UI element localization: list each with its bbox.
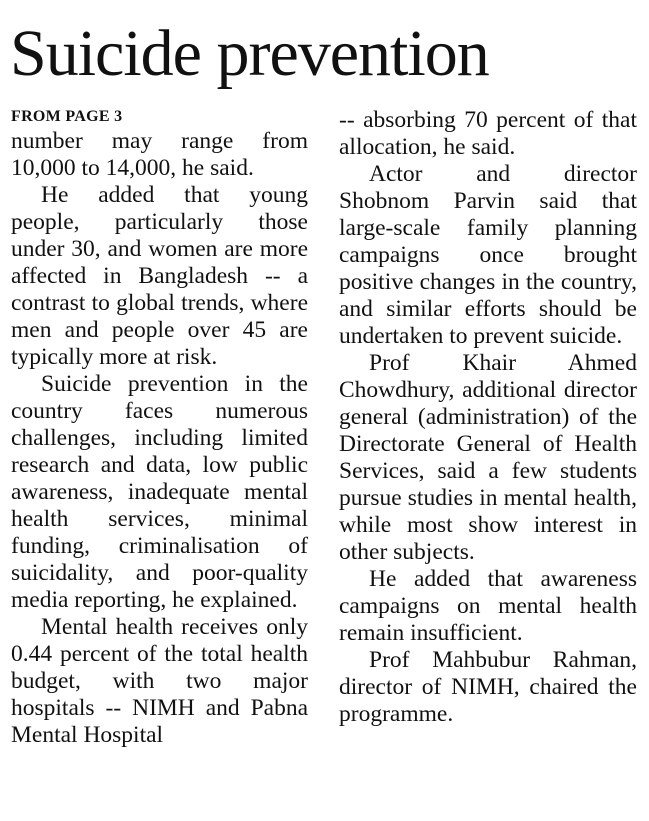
right-paragraph-4: He added that awareness campaigns on mental health remain insufficient. — [339, 566, 637, 646]
right-paragraph-3: Prof Khair Ahmed Chowdhury, additional director general (administration) of the Directorate General of Health Services, said a few students pursue studies in mental health, while most show interest in other subjects. — [339, 350, 637, 565]
right-paragraph-1: -- absorbing 70 percent of that allocation, he said. — [339, 107, 637, 160]
article-headline: Suicide prevention — [10, 17, 489, 90]
left-paragraph-2: He added that young people, particularly those under 30, and women are more affected in Bangladesh -- a contrast to global trends, where men and people over 45 are typically more at risk. — [11, 182, 308, 370]
left-column — [11, 128, 308, 749]
left-paragraph-3: Suicide prevention in the country faces numerous challenges, including limited research and data, low public awareness, inadequate mental health services, minimal funding, criminalisation of suicidality, and poor-quality media reporting, he explained. — [11, 371, 308, 613]
right-column — [339, 107, 637, 728]
right-paragraph-2: Actor and director Shobnom Parvin said that large-scale family planning campaigns once brought positive changes in the country, and similar efforts should be undertaken to prevent suicide. — [339, 161, 637, 349]
continuation-kicker: FROM PAGE 3 — [11, 108, 123, 125]
left-paragraph-4: Mental health receives only 0.44 percent of the total health budget, with two major hospitals -- NIMH and Pabna Mental Hospital — [11, 614, 308, 748]
left-paragraph-1: number may range from 10,000 to 14,000, he said. — [11, 128, 308, 181]
right-paragraph-5: Prof Mahbubur Rahman, director of NIMH, chaired the programme. — [339, 647, 637, 727]
